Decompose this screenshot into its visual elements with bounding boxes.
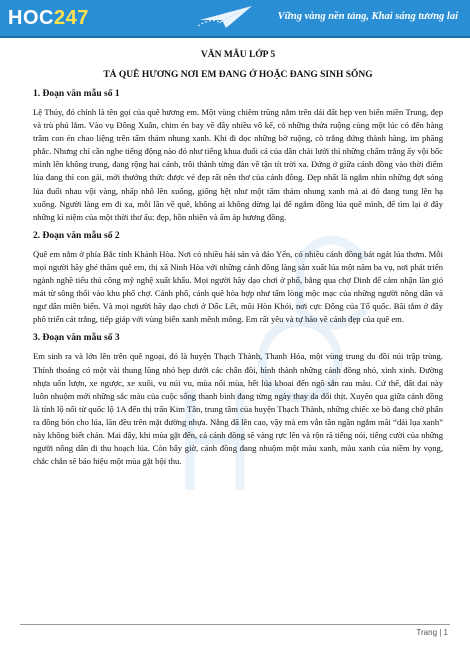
header-divider <box>0 36 470 38</box>
section-heading-1: 1. Đoạn văn mẫu số 1 <box>33 89 120 99</box>
paper-plane-icon <box>196 2 256 32</box>
document-subtitle: TẢ QUÊ HƯƠNG NƠI EM ĐANG Ở HOẶC ĐANG SINH SỐNG <box>103 70 373 80</box>
header-tagline: Vững vàng nền tảng, Khai sáng tương lai <box>277 11 458 22</box>
site-header <box>0 0 470 36</box>
section-heading-2: 2. Đoạn văn mẫu số 2 <box>33 230 120 241</box>
page-number: Trang | 1 <box>416 628 448 637</box>
hoc247-logo[interactable] <box>8 6 89 30</box>
logo-number: 247 <box>53 7 89 29</box>
document-title: VĂN MẪU LỚP 5 <box>200 50 276 60</box>
footer-divider <box>20 624 450 625</box>
section-text-1: Lệ Thủy, đó chính là tên gọi của quê hương em. Một vùng chiêm trũng nằm trên dải đất hẹp ven biển miền Trung, đẹp và trù phú lắm. Vào vụ Đông Xuân, chim én bay về đây nhiều vô kể, có những thửa ruộng cùng một lúc có đến hàng trăm con én chao liệng trên tấm thảm nhung xanh. Khi đi dọc những bờ ruộng, cò trắng đứng thành hàng, im phăng phắc. Nhưng chỉ cần nghe tiếng động nào đó như tiếng khua đuổi cá của dân chài lưới thì những chấm trắng ấy vội bốc mình lên không trung, đang rộng hai cánh, trôi thành từng đàn về tận tít trời xa. Đứng ở giữa cánh đồng vào thời điểm lúa đang thì con gái, mới thưởng thức được vẻ đẹp rất nên thơ của cánh đồng. Đẹp nhất là ngắm nhìn những đợt sóng lúa đuổi nhau vội vàng, nhấp nhô lên xuống, giống hệt như một tấm thảm nhung xanh mà ai đó đang tung lên hạ xuống. Người làng em đi xa, mỗi lần về quê, không ai không dừng lại để ngắm đồng lúa quê mình, để tìm lại ở đây những kỉ niệm của một thời thơ ấu: đẹp, hồn nhiên và ấm áp hương đồng. <box>33 107 443 222</box>
logo-text: HOC <box>8 7 54 29</box>
document-body <box>33 48 443 468</box>
section-text-2: Quê em nằm ở phía Bắc tỉnh Khánh Hòa. Nơi có nhiều hải sản và đảo Yến, có nhiều cánh đồng bát ngát lúa thơm. Mỗi mọi người hãy ghé thăm quê em, thị xã Ninh Hòa với những cánh đồng làng sản xuất lúa một năm ba vụ, nơi phát triển ngành nghề tiểu thủ công mỹ nghệ xuất khẩu. Mọi người hãy dạo chơi ở phố, bằng qua chợ Dinh để cảm nhận làn gió mát từ sông thổi vào khu phố chợ. Cảnh phố, cảnh quê hòa hợp như tấm lòng mộc mạc của những người nông dân và ngư dân miền biển. Và mọi người hãy dạo chơi ở Dốc Lết, mũi Hòn Khói, nơi cực Đông của Tổ quốc. Bãi tắm ở đây phô triển cát trắng, tiếp giáp với vùng biển xanh mênh mông. Em rất yêu và tự hào về cảnh đẹp của quê em. <box>33 248 443 325</box>
section-text-3: Em sinh ra và lớn lên trên quê ngoại, đó là huyện Thạch Thành, Thanh Hóa, một vùng trung du đồi núi trập trùng. Thỉnh thoảng có một vài thung lũng nhỏ hẹp dưới các chân đồi, hình thành những cánh đồng nhỏ, xinh xinh. Đường nhựa uốn lượn, xe ngược, xe xuôi, vu núi vu, mùa nối mùa, hết lúa khoai đến ngô sắn rau màu. Cứ thế, đất đai này luôn nhuộm mới những sắc màu của cuộc sống thanh bình đang từng ngày thay da đổi thịt. Xuyên qua giữa cánh đồng là tỉnh lộ nối từ quốc lộ 1A đến thị trấn Kim Tân, trung tâm của huyện Thạch Thành, những chiếc xe bò đang chở phân ra đồng bón cho lúa, lăn đều trên mặt đường nhựa. Nắng đã lên cao, vậy mà em vẫn tần ngần ngắm mãi “dải lụa xanh” này không biết chán. Mai đây, khi mùa gặt đến, cả cánh đồng sẽ vàng rực lên và rộn rã tiếng nói, tiếng cười của những người nông dân đi thu hoạch lúa. Còn bây giờ, cánh đồng đang nhuộm một màu xanh, màu xanh của niềm hy vọng, chắc chắn sẽ báo hiệu một mùa gặt bội thu. <box>33 351 443 467</box>
section-heading-3: 3. Đoạn văn mẫu số 3 <box>33 333 120 344</box>
